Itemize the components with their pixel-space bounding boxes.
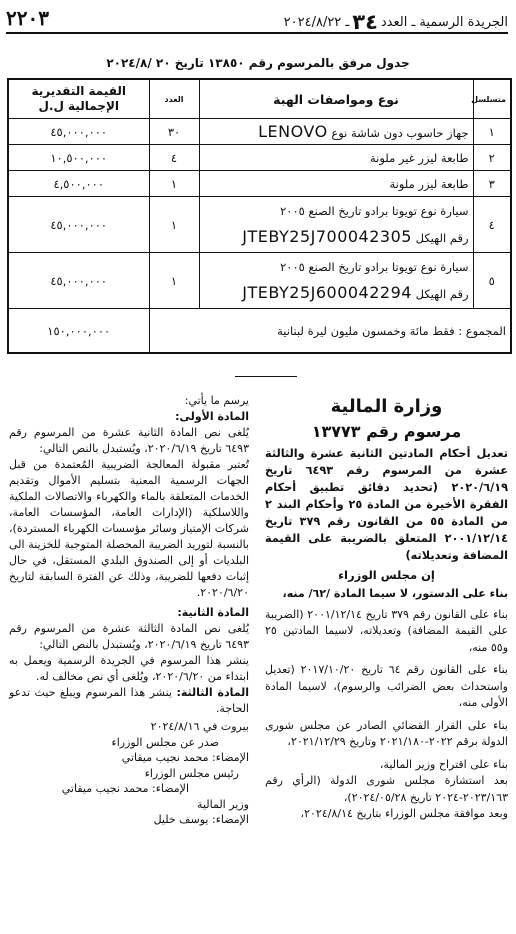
row-description [199, 197, 473, 253]
place-date: بيروت في ٢٠٢٤/٨/١٦ [150, 720, 249, 733]
table-total-row [8, 309, 511, 354]
header-serial: متسلسل [473, 79, 511, 119]
chassis-number: JTEBY25J600042294 [242, 283, 412, 302]
row-description: طابعة ليزر غير ملونة [199, 145, 473, 171]
article-2-text: يُلغى نص المادة الثالثة عشرة من المرسوم رقم ٦٤٩٣ تاريخ ٢٠٢٠/٦/١٩، ويُستبدل بالنص التالي: [9, 622, 249, 651]
article-1-title: المادة الأولى: [175, 410, 249, 423]
decree-intro: يرسم ما يأتي: [184, 394, 249, 407]
preamble-item: بناء على القانون رقم ٣٧٩ تاريخ ٢٠٠١/١٢/١٤ (الضريبة على القيمة المضافة) وتعديلاته، لاسيما المادتين ٢٥ و٥٥ منه، [265, 607, 508, 654]
preamble-item: بناء على اقتراح وزير المالية، [379, 757, 508, 771]
row-value: ٤٥,٠٠٠,٠٠٠ [8, 119, 149, 145]
vehicle-info: سيارة نوع تويوتا برادو تاريخ الصنع ٢٠٠٥ [280, 260, 469, 274]
article-2-body: ينشر هذا المرسوم في الجريدة الرسمية ويعمل به ابتداء من ٢٠٢٠/٦/٢٠، ويُلغى أي نص مخالف له. [9, 654, 249, 683]
total-label: المجموع : فقط مائة وخمسون مليون ليرة لبنانية [149, 309, 511, 354]
council-heading: إن مجلس الوزراء [338, 568, 435, 582]
article-3-title: المادة الثالثة: [176, 686, 249, 699]
row-quantity: ٤ [149, 145, 199, 171]
decree-number: مرسوم رقم ١٣٧٧٣ [311, 422, 462, 441]
row-quantity: ١ [149, 197, 199, 253]
article-1-text: يُلغى نص المادة الثانية عشرة من المرسوم رقم ٦٤٩٣ تاريخ ٢٠٢٠/٦/١٩، ويُستبدل بالنص التالي: [9, 426, 249, 455]
row-description [199, 119, 473, 145]
row-value: ١٠,٥٠٠,٠٠٠ [8, 145, 149, 171]
chassis-number: JTEBY25J700042305 [242, 227, 412, 246]
article-1-body: تُعتبر مقبولة المعالجة الضريبية المُعتمدة من قبل الجهات الرسمية المعنية بتسليم الأموال وتقديم الخدمات المتعلقة بالماء والكهرباء والاتصالات الملكية واللاسلكية (الإدارات العامة، المؤسسات العامة، شركات الإمتياز وسائر مؤسسات الكهرباء المستردة)، بالنسبة لتوريد الضريبة المحصلة المتوجبة للخزينة الى البلديات أو إلى الصندوق البلدي المستقل، في حال إثبات دفعها للضريبة، وذلك عن الفترة السابقة لتاريخ ٢٠٢٠/٦/٢٠. [9, 458, 249, 599]
row-value: ٤٥,٠٠٠,٠٠٠ [8, 253, 149, 309]
table-row [8, 145, 511, 171]
header-description: نوع ومواصفات الهبة [199, 79, 473, 119]
journal-prefix: الجريدة الرسمية ـ العدد [380, 15, 508, 30]
row-description: طابعة ليزر ملونة [199, 171, 473, 197]
pm-title: رئيس مجلس الوزراء [144, 766, 239, 780]
total-value: ١٥٠,٠٠٠,٠٠٠ [8, 309, 149, 354]
header-value: القيمة التقديرية الإجمالية ل.ل [8, 79, 149, 119]
row-serial: ٥ [473, 253, 511, 309]
preamble-item: بناء على القرار القضائي الصادر عن مجلس شورى الدولة برقم ٢٠٢٢-٢٠٢١/١٨٠ وتاريخ ٢٠٢١/١٢/٢٩، [265, 718, 508, 748]
row-quantity: ١ [149, 171, 199, 197]
ministry-name: وزارة المالية [330, 396, 443, 417]
brand-name: LENOVO [258, 122, 328, 141]
issue-number: ٣٤ [352, 10, 378, 34]
row-serial: ١ [473, 119, 511, 145]
article-3 [9, 685, 249, 717]
table-caption: جدول مرفق بالمرسوم رقم ١٣٨٥٠ تاريخ ٢٠ /٢٠٢٤/٨ [106, 56, 410, 70]
page-number: ٢٢٠٣ [6, 6, 49, 30]
row-serial: ٣ [473, 171, 511, 197]
chassis-label: رقم الهيكل [415, 231, 469, 245]
table-row [8, 171, 511, 197]
row-serial: ٤ [473, 197, 511, 253]
table-row [8, 197, 511, 253]
decree-left-column [9, 393, 249, 828]
page-header [6, 6, 508, 34]
donation-table [7, 78, 512, 354]
decree-right-column [265, 393, 508, 823]
fm-title: وزير المالية [197, 797, 249, 811]
signature: الإمضاء: محمد نجيب ميقاتي [121, 751, 249, 764]
table-header-row [8, 79, 511, 119]
table-row [8, 119, 511, 145]
pm-signature: الإمضاء: محمد نجيب ميقاتي [61, 782, 189, 795]
table-row [8, 253, 511, 309]
row-quantity: ١ [149, 253, 199, 309]
fm-signature: الإمضاء: يوسف خليل [153, 813, 249, 826]
issued-by: صدر عن مجلس الوزراء [111, 735, 219, 749]
preamble-item: وبعد موافقة مجلس الوزراء بتاريخ ٢٠٢٤/٨/١٤، [300, 807, 508, 820]
article-2-title: المادة الثانية: [177, 606, 249, 619]
desc-text: جهاز حاسوب دون شاشة نوع [331, 126, 469, 140]
article-3-text: ينشر هذا المرسوم ويبلغ حيث تدعو الحاجة. [9, 686, 249, 715]
vehicle-info: سيارة نوع تويوتا برادو تاريخ الصنع ٢٠٠٥ [280, 204, 469, 218]
chassis-label: رقم الهيكل [415, 287, 469, 301]
row-description [199, 253, 473, 309]
row-serial: ٢ [473, 145, 511, 171]
journal-date: ـ ٢٠٢٤/٨/٢٢ [283, 15, 350, 30]
section-divider [235, 376, 297, 377]
header-quantity: العدد [149, 79, 199, 119]
decree-title: تعديل أحكام المادتين الثانية عشرة والثالثة عشرة من المرسوم رقم ٦٤٩٣ تاريخ ٢٠٢٠/٦/١٩ (تحديد دقائق تطبيق أحكام الفقرة الأخيرة من المادة ٢٥ وأحكام البند ٢ من المادة ٥٥ من القانون رقم ٣٧٩ تاريخ ٢٠٠١/١٢/١٤ المتعلق بالضريبة على القيمة المضافة وتعديلاته) [265, 447, 509, 562]
preamble-item: بناء على الدستور، لا سيما المادة /٦٢/ منه، [282, 587, 508, 600]
journal-title [284, 10, 508, 34]
row-value: ٤٥,٠٠٠,٠٠٠ [8, 197, 149, 253]
preamble-item: بناء على القانون رقم ٦٤ تاريخ ٢٠١٧/١٠/٢٠ (تعديل واستحداث بعض الضرائب والرسوم)، لاسيما المادة الأولى منه، [265, 663, 508, 709]
row-quantity: ٣٠ [149, 119, 199, 145]
row-value: ٤,٥٠٠,٠٠٠ [8, 171, 149, 197]
preamble-item: بعد استشارة مجلس شورى الدولة (الرأي رقم ٢٠٢٣/١٦٣-٢٠٢٤ تاريخ ٢٠٢٤/٠٥/٢٨)، [265, 774, 508, 804]
